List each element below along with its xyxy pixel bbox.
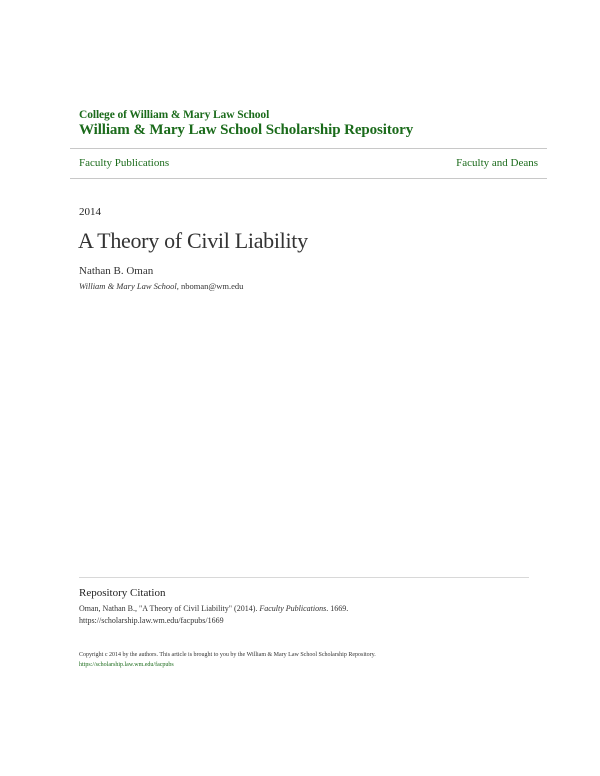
divider-citation xyxy=(79,577,529,578)
faculty-and-deans-link[interactable]: Faculty and Deans xyxy=(456,157,538,169)
affiliation-name: William & Mary Law School xyxy=(79,281,177,291)
publication-year: 2014 xyxy=(79,206,101,218)
repository-link[interactable]: https://scholarship.law.wm.edu/facpubs xyxy=(79,662,174,668)
divider-nav xyxy=(70,178,547,179)
citation-series: Faculty Publications xyxy=(259,604,327,613)
citation-prefix: Oman, Nathan B., "A Theory of Civil Liability" (2014). xyxy=(79,604,260,613)
divider-top xyxy=(70,148,547,149)
author-email[interactable]: , nboman@wm.edu xyxy=(176,281,244,291)
citation-suffix: . 1669. xyxy=(326,604,349,613)
citation-url[interactable]: https://scholarship.law.wm.edu/facpubs/1669 xyxy=(79,616,224,625)
article-title: A Theory of Civil Liability xyxy=(78,228,308,253)
citation-text xyxy=(79,603,519,627)
copyright-text: Copyright c 2014 by the authors. This article is brought to you by the William & Mary Law School Scholarship Repository. xyxy=(79,652,376,658)
author-affiliation xyxy=(79,281,243,291)
faculty-publications-link[interactable]: Faculty Publications xyxy=(79,157,170,169)
repository-name[interactable]: William & Mary Law School Scholarship Repository xyxy=(79,122,414,138)
author-name: Nathan B. Oman xyxy=(79,265,154,277)
copyright-notice xyxy=(79,650,519,670)
citation-heading: Repository Citation xyxy=(79,587,166,599)
institution-name: College of William & Mary Law School xyxy=(79,109,270,121)
